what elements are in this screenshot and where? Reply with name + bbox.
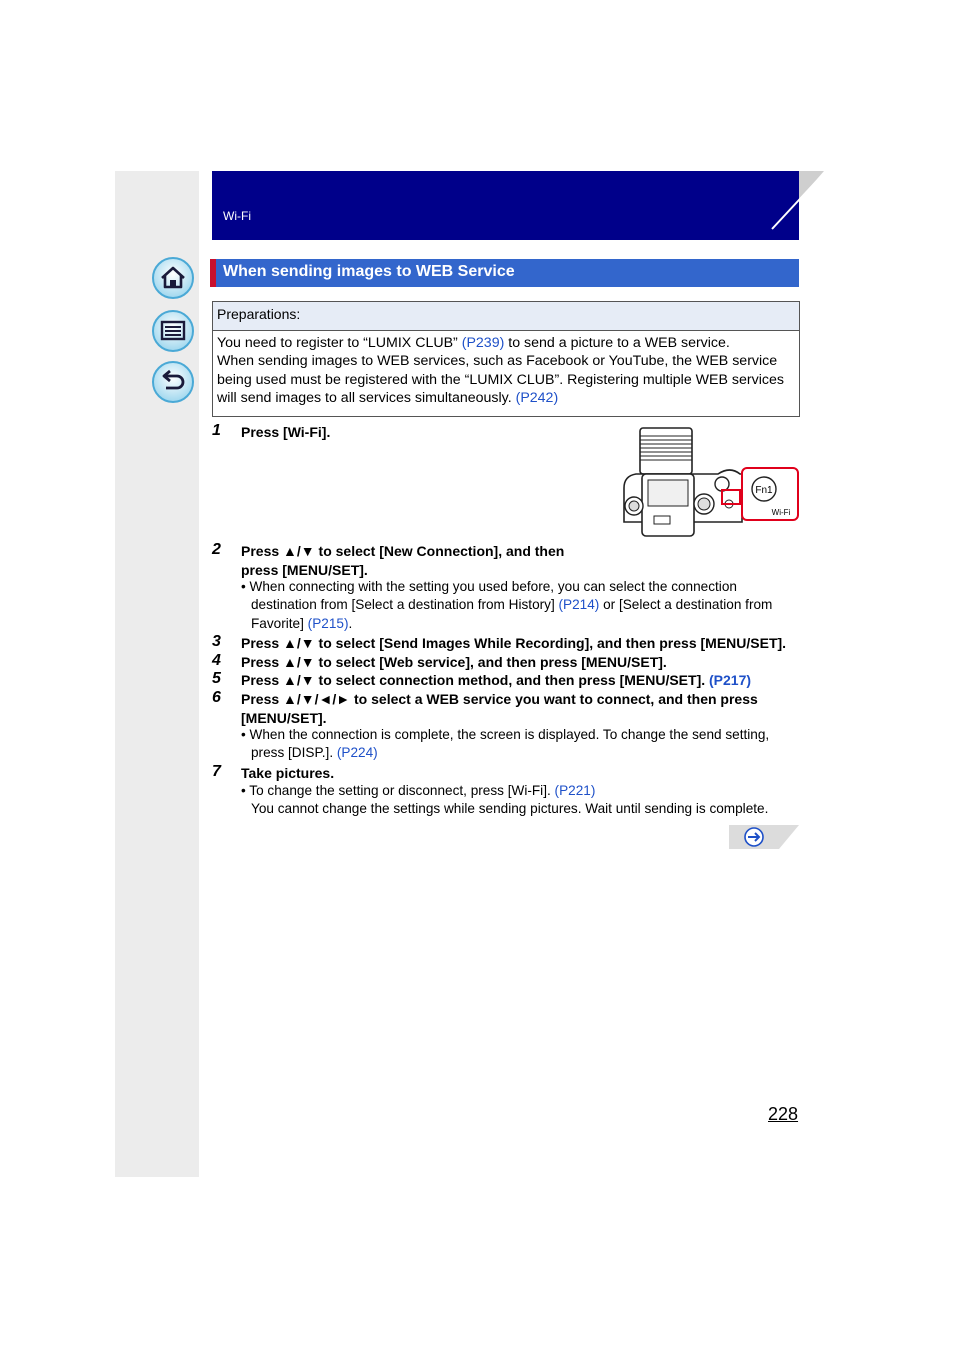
section-title <box>210 259 799 287</box>
link-p239[interactable]: (P239) <box>461 335 505 351</box>
step-text-line: Press ▲/▼ to select connection method, and then press [MENU/SET]. <box>241 672 710 688</box>
note-line: You cannot change the settings while sending pictures. Wait until sending is complete. <box>251 801 769 817</box>
step-text <box>241 542 564 579</box>
step-note <box>241 726 769 763</box>
chapter-header <box>212 171 799 240</box>
step-number: 7 <box>212 763 221 780</box>
prep-text-2: When sending images to WEB services, such as Facebook or YouTube, the WEB service being used must be registered with the “LUMIX CLUB”. Registering multiple WEB services will send images to all services simultaneously. <box>217 353 784 407</box>
preparations-box <box>212 301 800 417</box>
step-text-line: Press ▲/▼/◄/► to select a WEB service you want to connect, and then press <box>241 691 758 707</box>
section-title-text: When sending images to WEB Service <box>223 263 515 280</box>
home-icon <box>151 256 195 300</box>
note-line: • When connecting with the setting you used before, you can select the connection <box>241 579 737 594</box>
step-text: Press ▲/▼ to select [Web service], and then press [MENU/SET]. <box>241 654 667 670</box>
menu-button[interactable] <box>151 309 195 353</box>
note-line: Favorite] <box>251 615 308 631</box>
step-number: 2 <box>212 541 221 558</box>
step-number: 4 <box>212 652 221 669</box>
section-accent-bar <box>210 259 216 287</box>
note-line: • To change the setting or disconnect, press [Wi-Fi]. <box>241 783 555 798</box>
link-p215[interactable]: (P215) <box>307 615 349 631</box>
wifi-caption: Wi-Fi <box>771 508 791 517</box>
link-p214[interactable]: (P214) <box>558 597 600 613</box>
camera-figure <box>618 426 800 542</box>
step-note <box>241 578 772 633</box>
page-number: 228 <box>768 1104 799 1124</box>
preparations-body <box>213 331 799 408</box>
preparations-heading: Preparations: <box>213 302 799 331</box>
back-button[interactable] <box>151 360 195 404</box>
next-page-arrow-icon <box>745 828 763 846</box>
step-text-line: Press ▲/▼ to select [New Connection], and then <box>241 543 565 559</box>
step-text: Take pictures. <box>241 765 335 781</box>
link-p217[interactable]: (P217) <box>709 672 752 688</box>
back-arrow-icon <box>151 360 195 404</box>
step-text-line: press [MENU/SET]. <box>241 561 368 578</box>
note-line: • When the connection is complete, the screen is displayed. To change the send setting, <box>241 727 770 742</box>
step-text: Press ▲/▼ to select [Send Images While Recording], and then press [MENU/SET]. <box>241 635 787 651</box>
note-line: destination from [Select a destination from History] <box>251 597 559 613</box>
link-p221[interactable]: (P221) <box>554 783 596 798</box>
step-number: 1 <box>212 422 221 439</box>
step-number: 5 <box>212 670 221 687</box>
step-text: Press [Wi-Fi]. <box>241 424 331 440</box>
step-number: 3 <box>212 633 221 650</box>
header-corner-decoration <box>770 171 826 241</box>
fn1-label: Fn1 <box>755 485 773 496</box>
prep-text-1a: You need to register to “LUMIX CLUB” <box>217 335 462 351</box>
home-button[interactable] <box>151 256 195 300</box>
step-text-line: [MENU/SET]. <box>241 709 327 726</box>
link-p224[interactable]: (P224) <box>336 745 378 761</box>
prep-text-1b: to send a picture to a WEB service. <box>504 335 730 351</box>
step-text <box>241 671 751 690</box>
next-page-button[interactable] <box>729 825 799 849</box>
note-line: press [DISP.]. <box>251 745 337 761</box>
note-line: or [Select a destination from <box>599 597 773 613</box>
step-number: 6 <box>212 689 221 706</box>
step-note <box>241 782 768 819</box>
step-text <box>241 690 758 727</box>
note-line: . <box>348 615 353 631</box>
menu-list-icon <box>151 309 195 353</box>
link-p242[interactable]: (P242) <box>515 390 559 407</box>
chapter-label: Wi-Fi <box>223 209 251 223</box>
